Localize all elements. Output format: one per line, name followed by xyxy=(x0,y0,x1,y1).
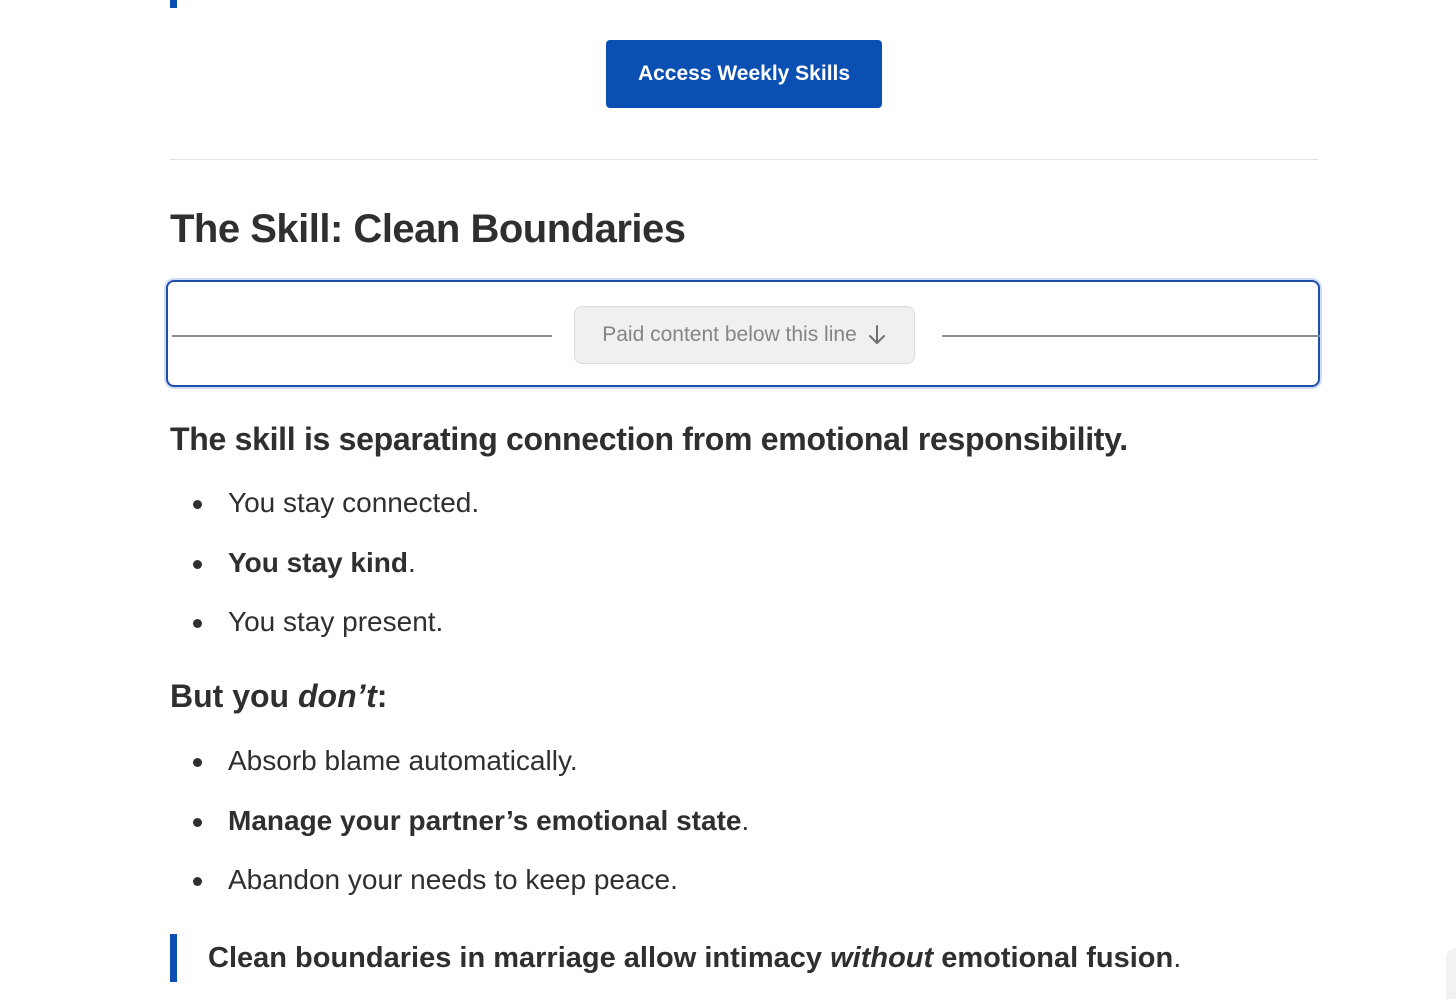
dont-heading: But you don’t: xyxy=(170,678,388,714)
list-item: You stay kind. xyxy=(170,545,479,605)
paywall-divider xyxy=(166,280,1320,387)
list-item: Abandon your needs to keep peace. xyxy=(170,862,749,922)
dont-list xyxy=(170,743,749,922)
list-item: You stay present. xyxy=(170,604,479,664)
section-divider xyxy=(170,159,1318,160)
list-item: Absorb blame automatically. xyxy=(170,743,749,803)
paywall-label xyxy=(574,306,915,364)
paywall-line-left xyxy=(172,335,552,337)
arrow-down-icon xyxy=(867,324,887,346)
section-title: The Skill: Clean Boundaries xyxy=(170,207,686,251)
blockquote-bar xyxy=(170,0,177,8)
pull-quote: Clean boundaries in marriage allow intimacy without emotional fusion. xyxy=(170,934,1320,982)
list-item: Manage your partner’s emotional state. xyxy=(170,803,749,863)
lead-paragraph: The skill is separating connection from emotional responsibility. xyxy=(170,421,1128,457)
access-weekly-skills-button[interactable]: Access Weekly Skills xyxy=(606,40,882,108)
paywall-label-text: Paid content below this line xyxy=(602,323,857,346)
list-item: You stay connected. xyxy=(170,485,479,545)
cta-container xyxy=(0,40,1456,108)
paywall-line-right xyxy=(942,335,1320,337)
floating-widget[interactable] xyxy=(1446,948,1456,999)
stay-list xyxy=(170,485,479,664)
